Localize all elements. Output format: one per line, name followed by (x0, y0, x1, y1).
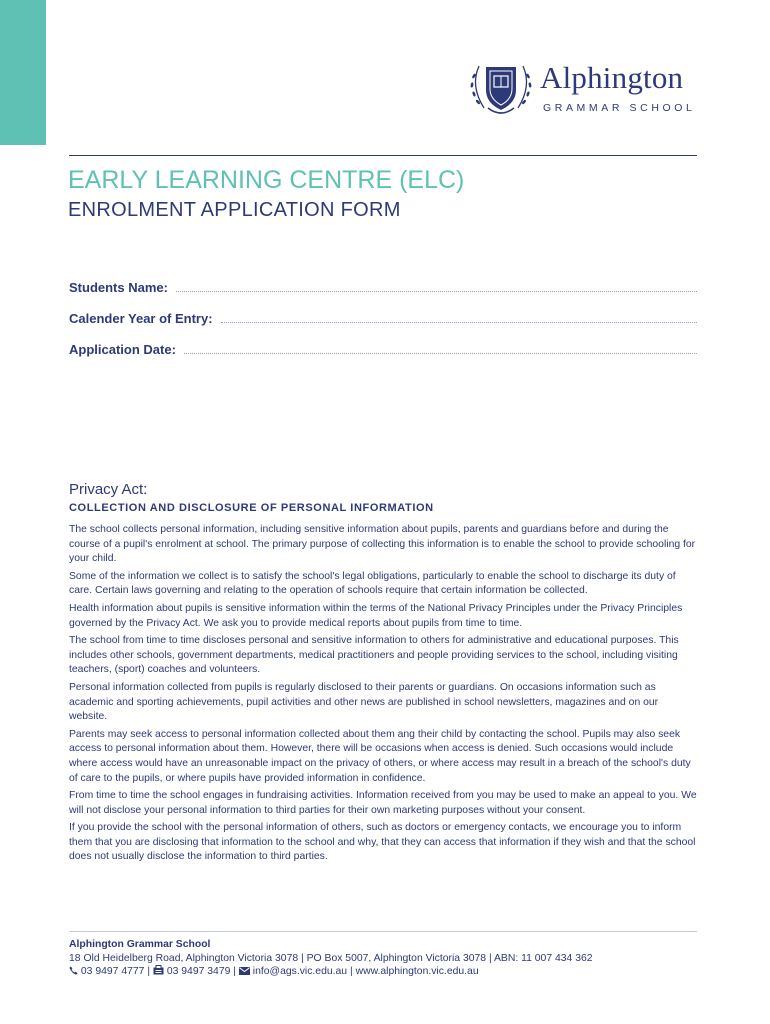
footer-address: 18 Old Heidelberg Road, Alphington Victoria 3078 | PO Box 5007, Alphington Victoria 3078 | ABN: 11 007 434 362 (69, 952, 593, 964)
page-subtitle: ENROLMENT APPLICATION FORM (68, 199, 401, 221)
footer (69, 938, 697, 979)
application-date-label: Application Date: (69, 342, 176, 357)
school-logo (466, 58, 702, 122)
page-title: EARLY LEARNING CENTRE (ELC) (68, 166, 465, 194)
footer-separator: | (147, 966, 151, 978)
privacy-paragraph: If you provide the school with the personal information of others, such as doctors or emergency contacts, we encourage you to inform them that you are disclosing that information to the school and why, that they can access that information if they wish and that the school does not usually disclose the information to third parties. (69, 822, 696, 863)
privacy-title: Privacy Act: (69, 481, 148, 498)
footer-phone[interactable]: 03 9497 4777 (80, 966, 145, 978)
privacy-paragraph: From time to time the school engages in fundraising activities. Information received from you may be used to make an appeal to you. We will not disclose your personal information to third parties for their own marketing purposes without your consent. (69, 790, 697, 816)
teal-corner-tab (0, 0, 46, 145)
privacy-paragraph: The school from time to time discloses personal and sensitive information to others for administrative and educational purposes. This includes other schools, government departments, medical practitioners and people providing services to the school, including visiting teachers, (sport) coaches and volunteers. (69, 635, 679, 676)
phone-icon (69, 966, 78, 975)
students-name-input-line[interactable] (176, 290, 697, 292)
footer-email[interactable]: info@ags.vic.edu.au (252, 966, 348, 978)
privacy-paragraph: Personal information collected from pupils is regularly disclosed to their parents or guardians. On occasions information such as academic and sporting achievements, pupil activities and other news are published in school newsletters, magazines and on our website. (69, 681, 659, 723)
students-name-label: Students Name: (69, 280, 168, 295)
students-name-field[interactable] (69, 275, 697, 295)
logo-name: Alphington (540, 60, 684, 95)
footer-website[interactable]: www.alphington.vic.edu.au (355, 966, 479, 978)
footer-separator: | (349, 966, 353, 978)
envelope-icon (239, 967, 250, 975)
calendar-year-field[interactable] (69, 306, 697, 326)
privacy-paragraph: Health information about pupils is sensitive information within the terms of the National Privacy Principles under the Privacy Principles governed by the Privacy Act. We ask you to provide medical reports about pupils from time to time. (69, 602, 683, 629)
application-date-input-line[interactable] (184, 352, 697, 354)
privacy-body (69, 523, 697, 868)
logo-subtitle: GRAMMAR SCHOOL (543, 102, 696, 114)
footer-contacts (69, 965, 697, 979)
privacy-heading: COLLECTION AND DISCLOSURE OF PERSONAL INFORMATION (69, 502, 434, 514)
calendar-year-label: Calender Year of Entry: (69, 311, 213, 326)
fax-icon (153, 965, 164, 975)
calendar-year-input-line[interactable] (221, 321, 697, 323)
footer-fax[interactable]: 03 9497 3479 (166, 966, 231, 978)
privacy-paragraph: Some of the information we collect is to satisfy the school's legal obligations, particularly to enable the school to discharge its duty of care. Certain laws governing and relating to the operation of schools require that certain information be collected. (69, 570, 676, 597)
crest-icon (466, 58, 536, 120)
footer-separator: | (233, 966, 236, 978)
privacy-paragraph: Parents may seek access to personal information collected about them ang their child by contacting the school. Pupils may also seek access to personal information about them. However, there will be occasions when access is denied. Such occasions would include where access would have an unreasonable impact on the privacy of others, or where access may result in a breach of the school's duty of care to the pupils, or where pupils have provided information in confidence. (69, 728, 691, 784)
footer-rule (69, 931, 697, 932)
application-date-field[interactable] (69, 337, 697, 357)
header-rule (69, 155, 697, 156)
privacy-paragraph: The school collects personal information, including sensitive information about pupils, parents and guardians before and during the course of a pupil's enrolment at school. The primary purpose of collecting this information is to enable the school to provide schooling for your child. (69, 524, 696, 565)
footer-school-name: Alphington Grammar School (69, 939, 211, 950)
